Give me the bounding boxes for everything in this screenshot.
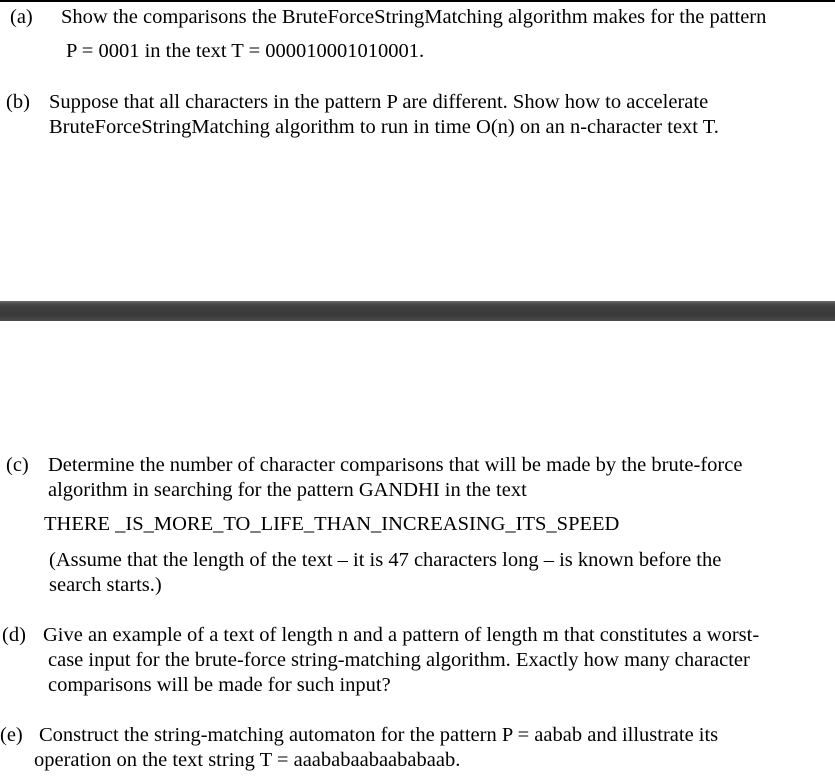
question-b-line-1: Suppose that all characters in the pattern P are different. Show how to accelerate <box>49 91 709 113</box>
question-c-line-1: Determine the number of character comparisons that will be made by the brute-force <box>48 454 743 476</box>
question-d-line-1: Give an example of a text of length n and a pattern of length m that constitutes a worst- <box>43 624 760 646</box>
question-c-label: (c) <box>6 454 29 476</box>
question-c-text-string: THERE _IS_MORE_TO_LIFE_THAN_INCREASING_ITS_SPEED <box>44 513 620 535</box>
question-c-line-5: search starts.) <box>49 574 162 596</box>
question-a-line-2: P = 0001 in the text T = 000010001010001. <box>66 40 425 62</box>
question-e-line-2: operation on the text string T = aaababaabaababaab. <box>34 749 461 771</box>
question-a-label: (a) <box>10 6 33 28</box>
question-c-line-2: algorithm in searching for the pattern GANDHI in the text <box>48 479 527 501</box>
top-rule <box>0 0 835 2</box>
question-a-line-1: Show the comparisons the BruteForceStringMatching algorithm makes for the pattern <box>61 6 767 28</box>
question-d-line-2: case input for the brute-force string-matching algorithm. Exactly how many character <box>48 649 750 671</box>
question-b-line-2: BruteForceStringMatching algorithm to run in time O(n) on an n-character text T. <box>49 116 719 138</box>
question-c-line-4: (Assume that the length of the text – it is 47 characters long – is known before the <box>49 549 722 571</box>
question-d-label: (d) <box>2 624 26 646</box>
question-e-line-1: Construct the string-matching automaton for the pattern P = aabab and illustrate its <box>39 724 719 746</box>
question-d-line-3: comparisons will be made for such input? <box>48 674 391 696</box>
question-b-label: (b) <box>6 91 30 113</box>
question-e-label: (e) <box>0 724 23 746</box>
page-separator <box>0 301 835 321</box>
